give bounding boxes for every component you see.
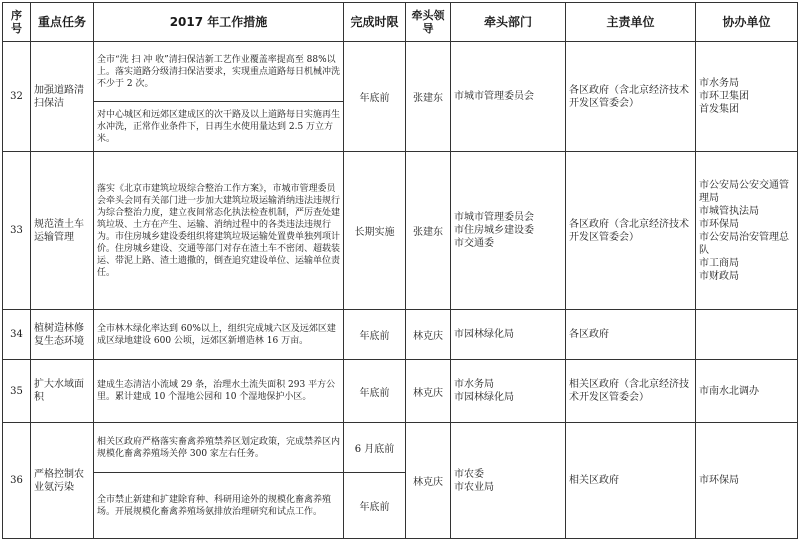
table-row xyxy=(3,423,798,473)
task-cell: 规范渣土车运输管理 xyxy=(31,152,94,310)
header-leader: 牵头领导 xyxy=(406,3,451,42)
lead-dept-item: 市农委 xyxy=(454,468,484,480)
task-cell: 植树造林修复生态环境 xyxy=(31,310,94,360)
leader-cell: 林克庆 xyxy=(406,310,451,360)
assist-item: 市财政局 xyxy=(699,270,739,282)
leader-cell: 张建东 xyxy=(406,152,451,310)
lead-dept-cell: 市城市管理委员会 xyxy=(451,42,566,152)
resp-cell: 相关区政府（含北京经济技术开发区管委会） xyxy=(566,360,696,423)
seq-cell: 32 xyxy=(3,42,31,152)
assist-item: 市水务局 xyxy=(699,78,739,89)
measure-cell: 建成生态清洁小流域 29 条，治理水土流失面积 293 平方公里。累计建成 10 个湿地公园和 10 个湿地保护小区。 xyxy=(94,360,344,423)
document-table-wrapper xyxy=(2,2,798,539)
work-measures-table xyxy=(2,2,798,539)
lead-dept-cell xyxy=(451,152,566,310)
deadline-cell: 年底前 xyxy=(344,310,406,360)
lead-dept-item: 市住房城乡建设委 xyxy=(454,225,534,236)
header-deadline: 完成时限 xyxy=(344,3,406,42)
measure-cell: 落实《北京市建筑垃圾综合整治工作方案》，市城市管理委员会牵头会同有关部门进一步加大建筑垃圾运输消纳违法违规行为综合整治力度，建立夜间常态化执法检查机制，严厉查处建筑垃圾、土方在产生、运输、消纳过程中的各类违法违规行为。市住房城乡建设委组织将建筑垃圾运输处置费单独列项计价。住房城乡建设、交通等部门对存在渣土车不密闭、超载装运、带泥上路、渣土遗撒的，倒查追究建设单位、运输单位责任。 xyxy=(94,152,344,310)
measure-cell: 全市“洗 扫 冲 收”清扫保洁新工艺作业覆盖率提高至 88%以上。落实道路分级清扫保洁要求，实现重点道路每日机械冲洗不少于 2 次。 xyxy=(94,42,344,102)
seq-cell: 36 xyxy=(3,423,31,539)
seq-cell: 34 xyxy=(3,310,31,360)
resp-cell: 相关区政府 xyxy=(566,423,696,539)
assist-item: 首发集团 xyxy=(699,104,739,115)
deadline-cell: 6 月底前 xyxy=(344,423,406,473)
assist-item: 市环卫集团 xyxy=(699,91,749,102)
lead-dept-cell xyxy=(451,423,566,539)
header-measures: 2017 年工作措施 xyxy=(94,3,344,42)
deadline-cell: 年底前 xyxy=(344,360,406,423)
assist-item: 市公安局公安交通管理局 xyxy=(699,179,789,204)
deadline-cell: 长期实施 xyxy=(344,152,406,310)
assist-item: 市工商局 xyxy=(699,257,739,269)
assist-cell xyxy=(696,152,798,310)
assist-item: 市城管执法局 xyxy=(699,205,759,217)
measure-cell: 相关区政府严格落实畜禽养殖禁养区划定政策，完成禁养区内规模化畜禽养殖场关停 300 家左右任务。 xyxy=(94,423,344,473)
lead-dept-cell xyxy=(451,360,566,423)
lead-dept-item: 市交通委 xyxy=(454,238,494,249)
assist-cell: 市环保局 xyxy=(696,423,798,539)
table-row xyxy=(3,42,798,102)
lead-dept-item: 市园林绿化局 xyxy=(454,392,514,403)
measure-cell: 全市禁止新建和扩建除育种、科研用途外的规模化畜禽养殖场。开展规模化畜禽养殖场氨排放治理研究和试点工作。 xyxy=(94,473,344,539)
header-resp: 主责单位 xyxy=(566,3,696,42)
assist-item: 市环保局 xyxy=(699,218,739,230)
measure-cell: 对中心城区和远郊区建成区的次干路及以上道路每日实施再生水冲洗，正常作业条件下，日再生水使用量达到 2.5 万立方米。 xyxy=(94,102,344,152)
lead-dept-item: 市农业局 xyxy=(454,481,494,493)
lead-dept-cell: 市园林绿化局 xyxy=(451,310,566,360)
header-seq: 序号 xyxy=(3,3,31,42)
resp-cell: 各区政府（含北京经济技术开发区管委会） xyxy=(566,42,696,152)
task-cell: 扩大水域面积 xyxy=(31,360,94,423)
leader-cell: 张建东 xyxy=(406,42,451,152)
table-row xyxy=(3,310,798,360)
deadline-cell: 年底前 xyxy=(344,473,406,539)
lead-dept-item: 市城市管理委员会 xyxy=(454,212,534,223)
leader-cell: 林克庆 xyxy=(406,423,451,539)
leader-cell: 林克庆 xyxy=(406,360,451,423)
header-task: 重点任务 xyxy=(31,3,94,42)
assist-item: 市公安局治安管理总队 xyxy=(699,231,789,256)
table-row xyxy=(3,360,798,423)
header-assist: 协办单位 xyxy=(696,3,798,42)
deadline-cell: 年底前 xyxy=(344,42,406,152)
task-cell: 严格控制农业氨污染 xyxy=(31,423,94,539)
seq-cell: 33 xyxy=(3,152,31,310)
header-lead-dept: 牵头部门 xyxy=(451,3,566,42)
assist-cell: 市南水北调办 xyxy=(696,360,798,423)
table-row xyxy=(3,152,798,310)
lead-dept-item: 市水务局 xyxy=(454,379,494,390)
resp-cell: 各区政府（含北京经济技术开发区管委会） xyxy=(566,152,696,310)
assist-cell xyxy=(696,42,798,152)
header-row xyxy=(3,3,798,42)
resp-cell: 各区政府 xyxy=(566,310,696,360)
assist-cell xyxy=(696,310,798,360)
seq-cell: 35 xyxy=(3,360,31,423)
task-cell: 加强道路清扫保洁 xyxy=(31,42,94,152)
measure-cell: 全市林木绿化率达到 60%以上，组织完成城六区及远郊区建成区绿地建设 600 公顷，远郊区新增造林 16 万亩。 xyxy=(94,310,344,360)
